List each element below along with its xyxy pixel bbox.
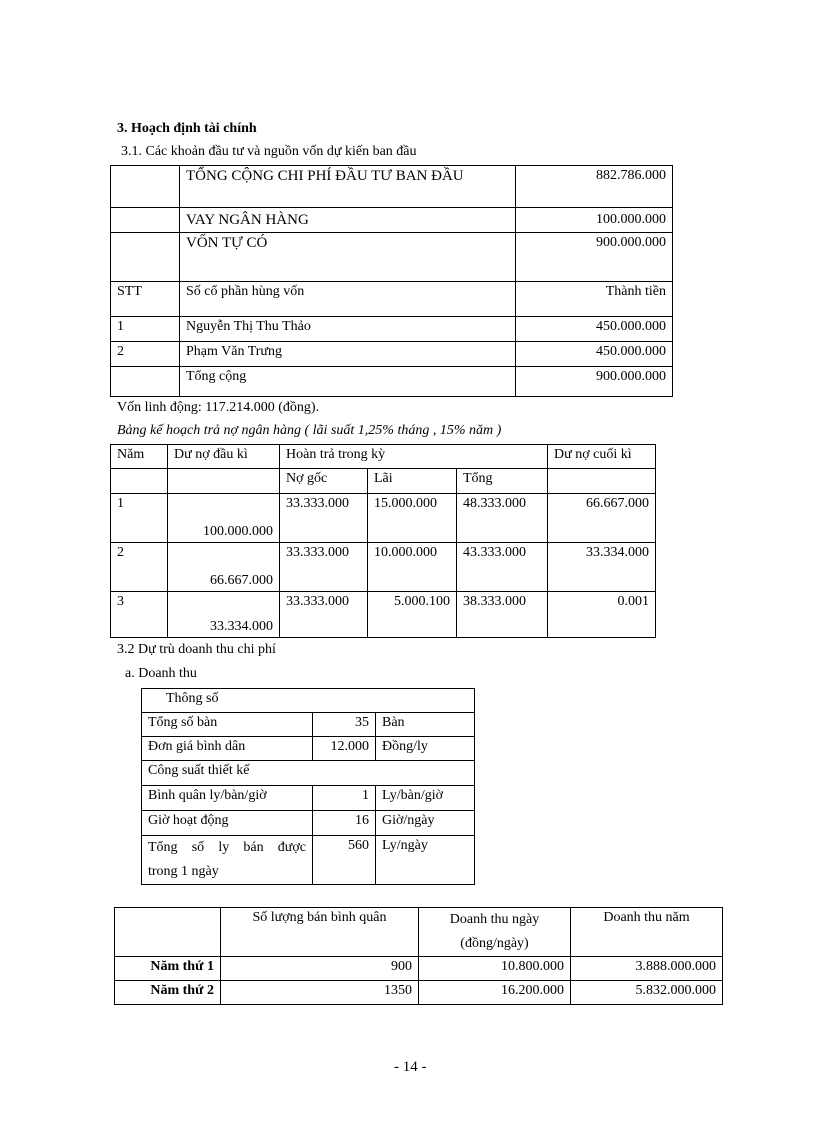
loan-principal: 33.333.000 xyxy=(280,543,368,592)
table-row xyxy=(111,469,656,494)
revenue-yearly: 5.832.000.000 xyxy=(571,981,723,1005)
cups-label-line2: trong 1 ngày xyxy=(148,864,219,879)
header-yearly-revenue: Doanh thu năm xyxy=(571,908,723,957)
loan-end: 33.334.000 xyxy=(548,543,656,592)
param-unit: Bàn xyxy=(376,713,475,737)
shareholder-amount: 450.000.000 xyxy=(516,317,673,342)
revenue-yearly: 3.888.000.000 xyxy=(571,957,723,981)
table-row xyxy=(111,233,673,282)
table-row xyxy=(115,957,723,981)
loan-interest: 15.000.000 xyxy=(368,494,457,543)
param-value: 16 xyxy=(313,811,376,836)
bank-loan-value: 100.000.000 xyxy=(516,208,673,233)
loan-interest: 10.000.000 xyxy=(368,543,457,592)
shareholder-name: Nguyễn Thị Thu Thảo xyxy=(180,317,516,342)
parameters-table xyxy=(141,688,475,885)
bank-loan-label: VAY NGÂN HÀNG xyxy=(180,208,516,233)
table-row xyxy=(142,761,475,786)
param-unit: Giờ/ngày xyxy=(376,811,475,836)
header-year: Năm xyxy=(111,445,168,469)
table-row xyxy=(111,543,656,592)
subsection-a: a. Doanh thu xyxy=(125,666,197,681)
table-row xyxy=(142,737,475,761)
header-quantity: Số lượng bán bình quân xyxy=(221,908,419,957)
total-label: Tổng cộng xyxy=(180,367,516,397)
equity-label: VỐN TỰ CÓ xyxy=(180,233,516,282)
param-value: 12.000 xyxy=(313,737,376,761)
table-row xyxy=(111,208,673,233)
total-amount: 900.000.000 xyxy=(516,367,673,397)
param-value: 1 xyxy=(313,786,376,811)
table-row xyxy=(111,282,673,317)
table-row xyxy=(142,786,475,811)
header-shareholders: Số cổ phần hùng vốn xyxy=(180,282,516,317)
param-label xyxy=(142,836,313,885)
total-cost-label: TỔNG CỘNG CHI PHÍ ĐẦU TƯ BAN ĐẦU xyxy=(180,166,516,208)
loan-table-title: Bảng kế hoạch trả nợ ngân hàng ( lãi suất 1,25% tháng , 15% năm ) xyxy=(117,423,502,438)
shareholder-stt: 1 xyxy=(111,317,180,342)
working-capital: Vốn linh động: 117.214.000 (đồng). xyxy=(117,400,320,415)
table-row xyxy=(111,317,673,342)
subsection-title-2: 3.2 Dự trù doanh thu chi phí xyxy=(117,642,276,657)
section-heading: 3. Hoạch định tài chính xyxy=(117,121,257,136)
loan-principal: 33.333.000 xyxy=(280,494,368,543)
revenue-year-label: Năm thứ 1 xyxy=(115,957,221,981)
loan-total: 48.333.000 xyxy=(457,494,548,543)
table-row xyxy=(142,689,475,713)
loan-begin: 66.667.000 xyxy=(168,543,280,592)
loan-year: 2 xyxy=(111,543,168,592)
loan-table xyxy=(110,444,656,638)
header-end-balance: Dư nợ cuối kì xyxy=(548,445,656,469)
page-number: - 14 - xyxy=(394,1059,427,1075)
table-row xyxy=(142,836,475,885)
loan-year: 1 xyxy=(111,494,168,543)
table-row xyxy=(111,367,673,397)
loan-end: 0.001 xyxy=(548,592,656,638)
revenue-daily: 10.800.000 xyxy=(419,957,571,981)
header-amount: Thành tiền xyxy=(516,282,673,317)
shareholder-stt: 2 xyxy=(111,342,180,367)
param-label: Bình quân ly/bàn/giờ xyxy=(142,786,313,811)
equity-value: 900.000.000 xyxy=(516,233,673,282)
param-label: Tổng số bàn xyxy=(142,713,313,737)
header-daily-revenue xyxy=(419,908,571,957)
loan-total: 38.333.000 xyxy=(457,592,548,638)
table-row xyxy=(142,811,475,836)
table-row xyxy=(111,445,656,469)
loan-begin: 33.334.000 xyxy=(168,592,280,638)
header-interest: Lãi xyxy=(368,469,457,494)
table-row xyxy=(111,166,673,208)
revenue-daily: 16.200.000 xyxy=(419,981,571,1005)
table-row xyxy=(111,494,656,543)
header-daily-line1: Doanh thu ngày xyxy=(449,912,540,927)
shareholder-amount: 450.000.000 xyxy=(516,342,673,367)
total-cost-value: 882.786.000 xyxy=(516,166,673,208)
table-row xyxy=(142,713,475,737)
param-value: 35 xyxy=(313,713,376,737)
subsection-title: 3.1. Các khoản đầu tư và nguồn vốn dự kiến ban đầu xyxy=(121,144,417,159)
loan-begin: 100.000.000 xyxy=(168,494,280,543)
revenue-table xyxy=(114,907,723,1005)
param-unit: Đồng/ly xyxy=(376,737,475,761)
header-total: Tổng xyxy=(457,469,548,494)
header-begin-balance: Dư nợ đầu kì xyxy=(168,445,280,469)
param-label: Giờ hoạt động xyxy=(142,811,313,836)
revenue-qty: 1350 xyxy=(221,981,419,1005)
loan-interest: 5.000.100 xyxy=(368,592,457,638)
cups-label-line1: Tổng số ly bán được xyxy=(148,840,306,855)
loan-year: 3 xyxy=(111,592,168,638)
header-stt: STT xyxy=(111,282,180,317)
loan-end: 66.667.000 xyxy=(548,494,656,543)
table-row xyxy=(115,981,723,1005)
param-unit: Ly/bàn/giờ xyxy=(376,786,475,811)
table-row xyxy=(115,908,723,957)
params-title: Thông số xyxy=(142,689,475,713)
param-unit: Ly/ngày xyxy=(376,836,475,885)
header-daily-line2: (đồng/ngày) xyxy=(460,936,529,951)
loan-principal: 33.333.000 xyxy=(280,592,368,638)
investment-table xyxy=(110,165,673,397)
param-value: 560 xyxy=(313,836,376,885)
table-row xyxy=(111,342,673,367)
header-repayment: Hoàn trả trong kỳ xyxy=(280,445,548,469)
capacity-title: Công suất thiết kế xyxy=(142,761,475,786)
revenue-year-label: Năm thứ 2 xyxy=(115,981,221,1005)
table-row xyxy=(111,592,656,638)
revenue-qty: 900 xyxy=(221,957,419,981)
shareholder-name: Phạm Văn Trưng xyxy=(180,342,516,367)
param-label: Đơn giá bình dân xyxy=(142,737,313,761)
loan-total: 43.333.000 xyxy=(457,543,548,592)
header-principal: Nợ gốc xyxy=(280,469,368,494)
